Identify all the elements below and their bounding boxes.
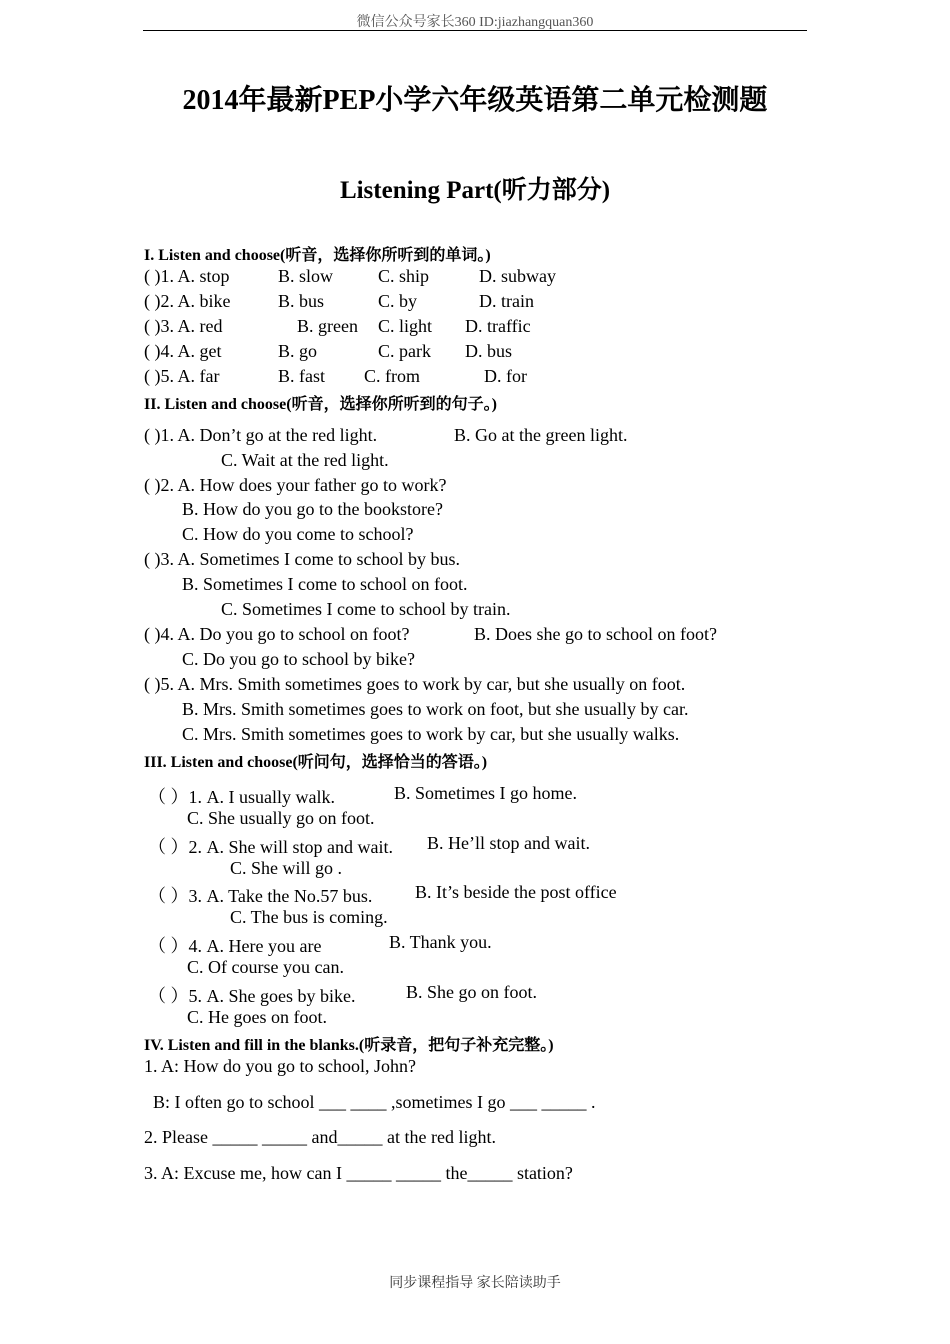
s1-q5-option-d: D. for (484, 366, 527, 386)
s1-q2-option-b: B. bus (278, 291, 325, 311)
s2-q1-option-b: B. Go at the green light. (454, 425, 628, 445)
s2-q2-option-b: B. How do you go to the bookstore? (182, 499, 443, 519)
section-4-heading: IV. Listen and fill in the blanks.(听录音，把句子补充完整。) (144, 1037, 554, 1054)
s3-q5-option-b: B. She go on foot. (406, 982, 538, 1002)
s3-q1-option-a: （ ）1. A. I usually walk. (148, 787, 335, 807)
s3-q1-option-b: B. Sometimes I go home. (394, 783, 577, 803)
s2-q2-option-c: C. How do you come to school? (182, 524, 414, 544)
s1-q1-option-b: B. slow (278, 266, 334, 286)
page-title: 2014年最新PEP小学六年级英语第二单元检测题 (182, 85, 768, 116)
s1-q3-option-b: B. green (297, 316, 358, 336)
s2-q4-option-c: C. Do you go to school by bike? (182, 649, 415, 669)
s4-line-2: B: I often go to school ___ ____ ,sometimes I go ___ _____ . (153, 1092, 596, 1112)
s1-q1-option-d: D. subway (479, 266, 556, 286)
section-subtitle: Listening Part(听力部分) (339, 177, 611, 204)
s1-q5-number-a: ( )5. A. far (144, 366, 220, 386)
s1-q2-number-a: ( )2. A. bike (144, 291, 231, 311)
s3-q2-option-c: C. She will go . (230, 858, 343, 878)
s1-q1-number-a: ( )1. A. stop (144, 266, 230, 286)
section-3-heading: III. Listen and choose(听问句，选择恰当的答语。) (144, 754, 488, 771)
s2-q5-option-c: C. Mrs. Smith sometimes goes to work by car, but she usually walks. (182, 724, 680, 744)
s1-q4-number-a: ( )4. A. get (144, 341, 222, 361)
s3-q4-option-a: （ ）4. A. Here you are (148, 936, 322, 956)
s3-q4-option-c: C. Of course you can. (187, 957, 344, 977)
s3-q5-option-c: C. He goes on foot. (187, 1007, 327, 1027)
s2-q1-option-c: C. Wait at the red light. (221, 450, 389, 470)
section-1-heading: I. Listen and choose(听音，选择你所听到的单词。) (144, 247, 491, 264)
s2-q5-option-a: ( )5. A. Mrs. Smith sometimes goes to work by car, but she usually on foot. (144, 674, 686, 694)
header-rule (143, 30, 807, 31)
s1-q5-option-c: C. from (364, 366, 420, 386)
s3-q1-option-c: C. She usually go on foot. (187, 808, 375, 828)
page-header: 微信公众号家长360 ID:jiazhangquan360 (356, 15, 594, 30)
s4-line-1: 1. A: How do you go to school, John? (144, 1056, 416, 1076)
s1-q3-option-c: C. light (378, 316, 433, 336)
s1-q3-number-a: ( )3. A. red (144, 316, 223, 336)
s2-q4-option-a: ( )4. A. Do you go to school on foot? (144, 624, 410, 644)
s2-q3-option-a: ( )3. A. Sometimes I come to school by bus. (144, 549, 460, 569)
s1-q4-option-b: B. go (278, 341, 318, 361)
s1-q5-option-b: B. fast (278, 366, 325, 386)
s4-line-3: 2. Please _____ _____ and_____ at the red light. (144, 1127, 496, 1147)
s3-q4-option-b: B. Thank you. (389, 932, 492, 952)
s4-line-4: 3. A: Excuse me, how can I _____ _____ the_____ station? (144, 1163, 573, 1183)
s3-q3-option-b: B. It’s beside the post office (415, 882, 617, 902)
s2-q4-option-b: B. Does she go to school on foot? (474, 624, 717, 644)
page-footer: 同步课程指导 家长陪读助手 (389, 1276, 561, 1291)
s2-q1-option-a: ( )1. A. Don’t go at the red light. (144, 425, 378, 445)
s1-q4-option-d: D. bus (465, 341, 513, 361)
s2-q2-option-a: ( )2. A. How does your father go to work? (144, 475, 447, 495)
s2-q3-option-b: B. Sometimes I come to school on foot. (182, 574, 468, 594)
s3-q3-option-a: （ ）3. A. Take the No.57 bus. (148, 886, 373, 906)
s1-q2-option-d: D. train (479, 291, 534, 311)
s2-q3-option-c: C. Sometimes I come to school by train. (221, 599, 511, 619)
section-2-heading: II. Listen and choose(听音，选择你所听到的句子。) (144, 396, 497, 413)
s1-q1-option-c: C. ship (378, 266, 430, 286)
s2-q5-option-b: B. Mrs. Smith sometimes goes to work on foot, but she usually by car. (182, 699, 689, 719)
s3-q2-option-a: （ ）2. A. She will stop and wait. (148, 837, 393, 857)
s1-q4-option-c: C. park (378, 341, 431, 361)
s3-q2-option-b: B. He’ll stop and wait. (427, 833, 590, 853)
s3-q5-option-a: （ ）5. A. She goes by bike. (148, 986, 356, 1006)
s1-q3-option-d: D. traffic (465, 316, 531, 336)
s3-q3-option-c: C. The bus is coming. (230, 907, 388, 927)
s1-q2-option-c: C. by (378, 291, 418, 311)
